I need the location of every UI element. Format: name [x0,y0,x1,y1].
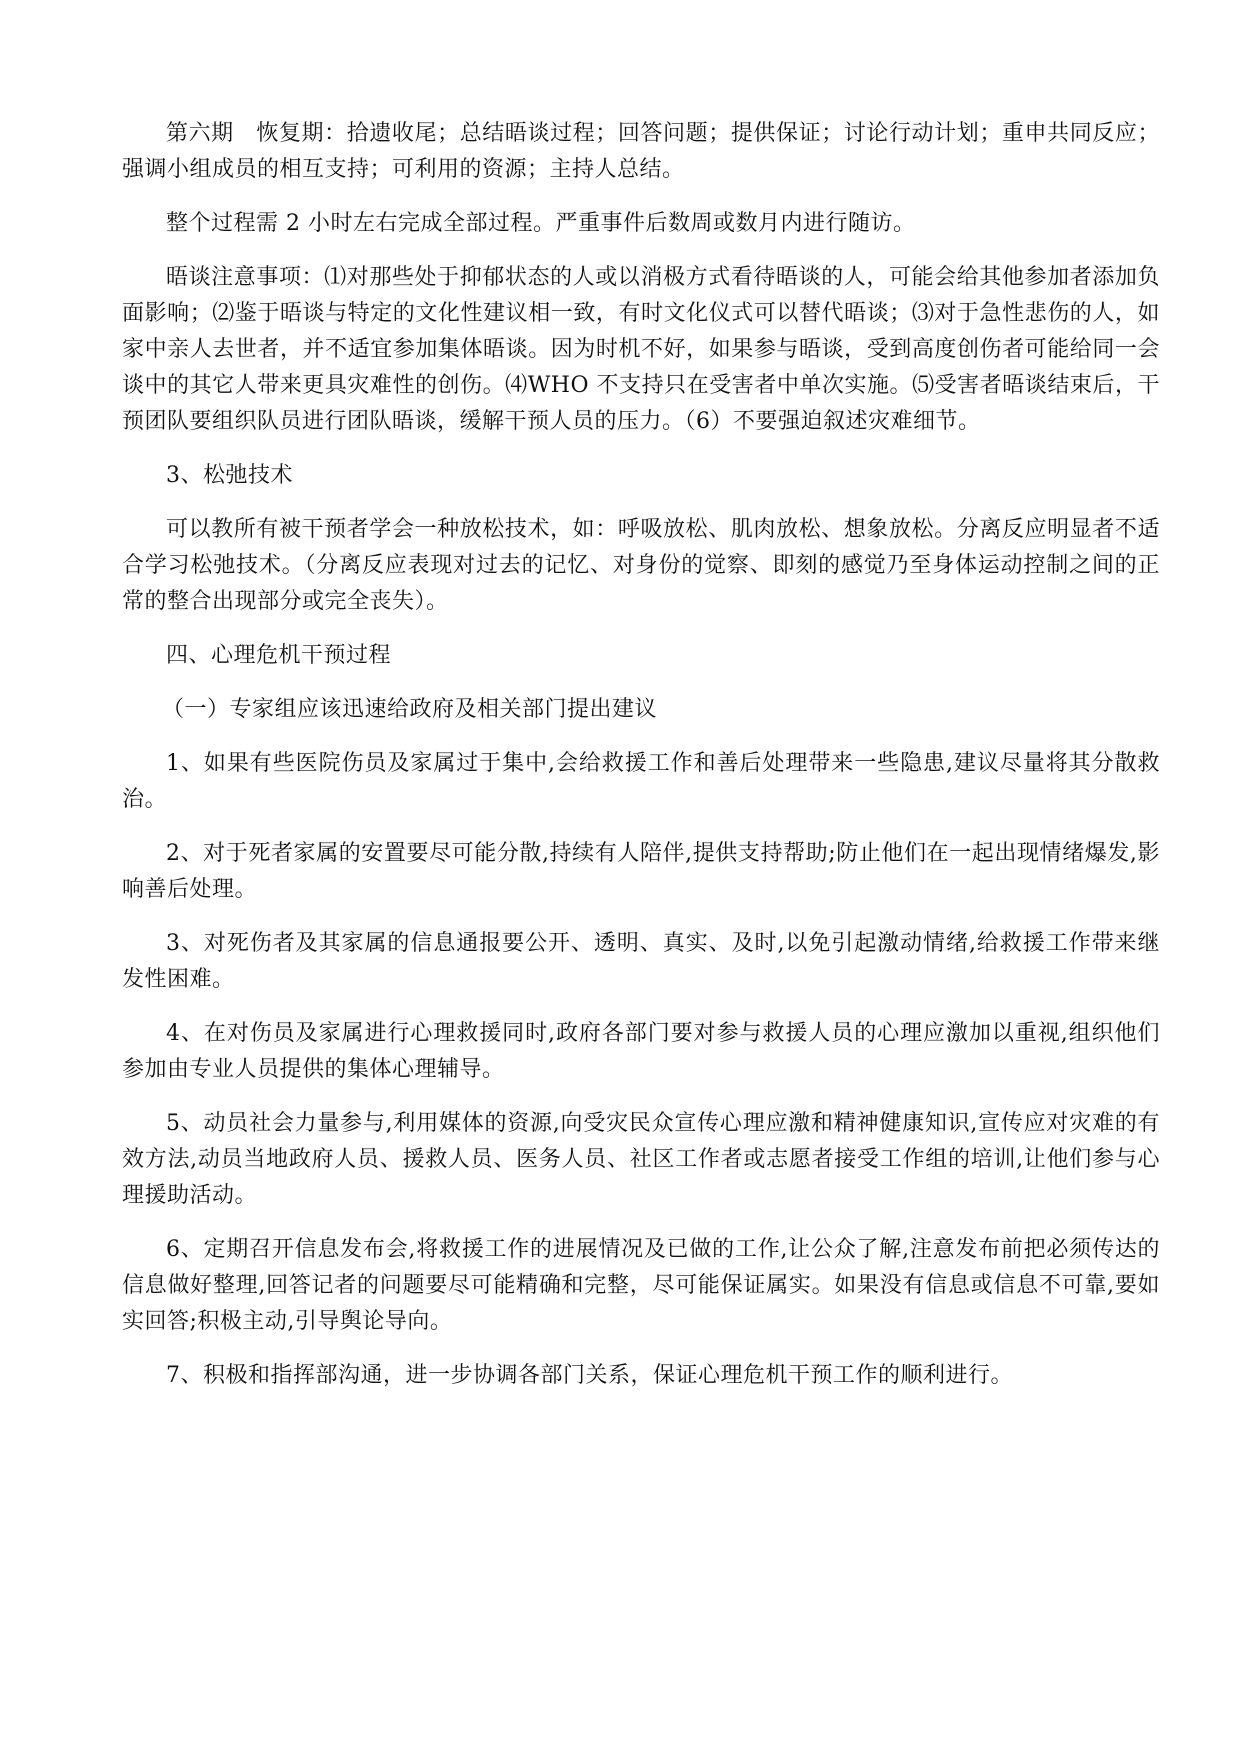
list-item-3: 3、对死伤者及其家属的信息通报要公开、透明、真实、及时,以免引起激动情绪,给救援工作带来继发性困难。 [122,931,1160,992]
document-body [122,116,1160,1412]
list-item-7: 7、积极和指挥部沟通，进一步协调各部门关系，保证心理危机干预工作的顺利进行。 [166,1363,1013,1388]
paragraph-recovery-phase: 第六期 恢复期：拾遗收尾；总结晤谈过程；回答问题；提供保证；讨论行动计划；重申共同反应；强调小组成员的相互支持；可利用的资源；主持人总结。 [122,121,1160,182]
heading-intervention-process: 四、心理危机干预过程 [166,643,392,668]
paragraph-relaxation-technique: 可以教所有被干预者学会一种放松技术，如：呼吸放松、肌肉放松、想象放松。分离反应明显者不适合学习松弛技术。（分离反应表现对过去的记忆、对身份的觉察、即刻的感觉乃至身体运动控制之间的正常的整合出现部分或完全丧失）。 [122,517,1160,614]
heading-expert-group-advice: （一）专家组应该迅速给政府及相关部门提出建议 [162,697,658,722]
paragraph-process-duration: 整个过程需 2 小时左右完成全部过程。严重事件后数周或数月内进行随访。 [166,211,916,236]
list-item-4: 4、在对伤员及家属进行心理救援同时,政府各部门要对参与救援人员的心理应激加以重视,组织他们参加由专业人员提供的集体心理辅导。 [122,1021,1160,1082]
list-item-2: 2、对于死者家属的安置要尽可能分散,持续有人陪伴,提供支持帮助;防止他们在一起出现情绪爆发,影响善后处理。 [122,841,1160,902]
heading-relaxation-technique: 3、松弛技术 [166,463,293,488]
list-item-1: 1、如果有些医院伤员及家属过于集中,会给救援工作和善后处理带来一些隐患,建议尽量将其分散救治。 [122,751,1160,812]
list-item-6: 6、定期召开信息发布会,将救援工作的进展情况及已做的工作,让公众了解,注意发布前把必须传达的信息做好整理,回答记者的问题要尽可能精确和完整，尽可能保证属实。如果没有信息或信息不可靠,要如实回答;积极主动,引导舆论导向。 [122,1237,1160,1334]
paragraph-debriefing-notes: 晤谈注意事项：⑴对那些处于抑郁状态的人或以消极方式看待晤谈的人，可能会给其他参加者添加负面影响；⑵鉴于晤谈与特定的文化性建议相一致，有时文化仪式可以替代晤谈；⑶对于急性悲伤的人，如家中亲人去世者，并不适宜参加集体晤谈。因为时机不好，如果参与晤谈，受到高度创伤者可能给同一会谈中的其它人带来更具灾难性的创伤。⑷WHO 不支持只在受害者中单次实施。⑸受害者晤谈结束后，干预团队要组织队员进行团队晤谈，缓解干预人员的压力。（6）不要强迫叙述灾难细节。 [122,265,1160,434]
list-item-5: 5、动员社会力量参与,利用媒体的资源,向受灾民众宣传心理应激和精神健康知识,宣传应对灾难的有效方法,动员当地政府人员、援救人员、医务人员、社区工作者或志愿者接受工作组的培训,让他们参与心理援助活动。 [122,1111,1160,1208]
